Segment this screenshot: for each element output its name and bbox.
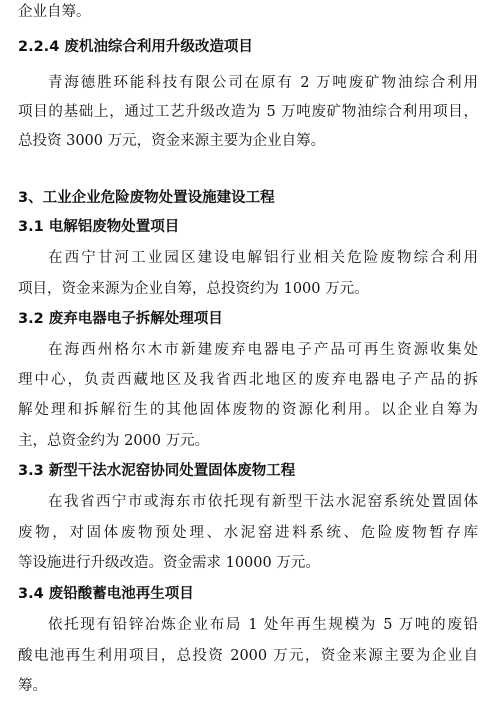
paragraph-line: 依托现有铅锌冶炼企业布局 1 处年再生规模为 5 万吨的废铅	[48, 617, 478, 633]
section-heading-3-1: 3.1 电解铝废物处置项目	[18, 219, 180, 235]
section-heading-3-2: 3.2 废弃电器电子拆解处理项目	[18, 311, 223, 327]
paragraph-line: 酸电池再生利用项目，总投资 2000 万元，资金来源主要为企业自	[18, 648, 478, 664]
paragraph-line: 废物，对固体废物预处理、水泥窑进料系统、危险废物暂存库	[18, 525, 478, 541]
paragraph-line: 在我省西宁市或海东市依托现有新型干法水泥窑系统处置固体	[48, 494, 478, 510]
paragraph-line: 青海德胜环能科技有限公司在原有 2 万吨废矿物油综合利用	[48, 75, 478, 91]
section-heading-2-2-4: 2.2.4 废机油综合利用升级改造项目	[18, 39, 253, 55]
paragraph-line: 等设施进行升级改造。资金需求 10000 万元。	[18, 555, 320, 571]
paragraph-line: 解处理和拆解衍生的其他固体废物的资源化利用。以企业自筹为	[18, 402, 478, 418]
paragraph-line: 在海西州格尔木市新建废弃电器电子产品可再生资源收集处	[48, 342, 478, 358]
paragraph-line: 理中心，负责西藏地区及我省西北地区的废弃电器电子产品的拆	[18, 372, 478, 388]
paragraph-line: 项目的基础上，通过工艺升级改造为 5 万吨废矿物油综合利用项目，	[18, 104, 478, 120]
section-heading-3: 3、工业企业危险废物处置设施建设工程	[18, 190, 275, 206]
paragraph-line: 项目，资金来源为企业自筹，总投资约为 1000 万元。	[18, 281, 369, 297]
paragraph-line: 企业自筹。	[18, 4, 91, 20]
section-heading-3-3: 3.3 新型干法水泥窑协同处置固体废物工程	[18, 463, 296, 479]
paragraph-line: 总投资 3000 万元，资金来源主要为企业自筹。	[18, 133, 326, 149]
paragraph-line: 筹。	[18, 678, 47, 694]
paragraph-line: 主，总资金约为 2000 万元。	[18, 433, 210, 449]
paragraph-line: 在西宁甘河工业园区建设电解铝行业相关危险废物综合利用	[48, 250, 478, 266]
section-heading-3-4: 3.4 废铅酸蓄电池再生项目	[18, 586, 194, 602]
